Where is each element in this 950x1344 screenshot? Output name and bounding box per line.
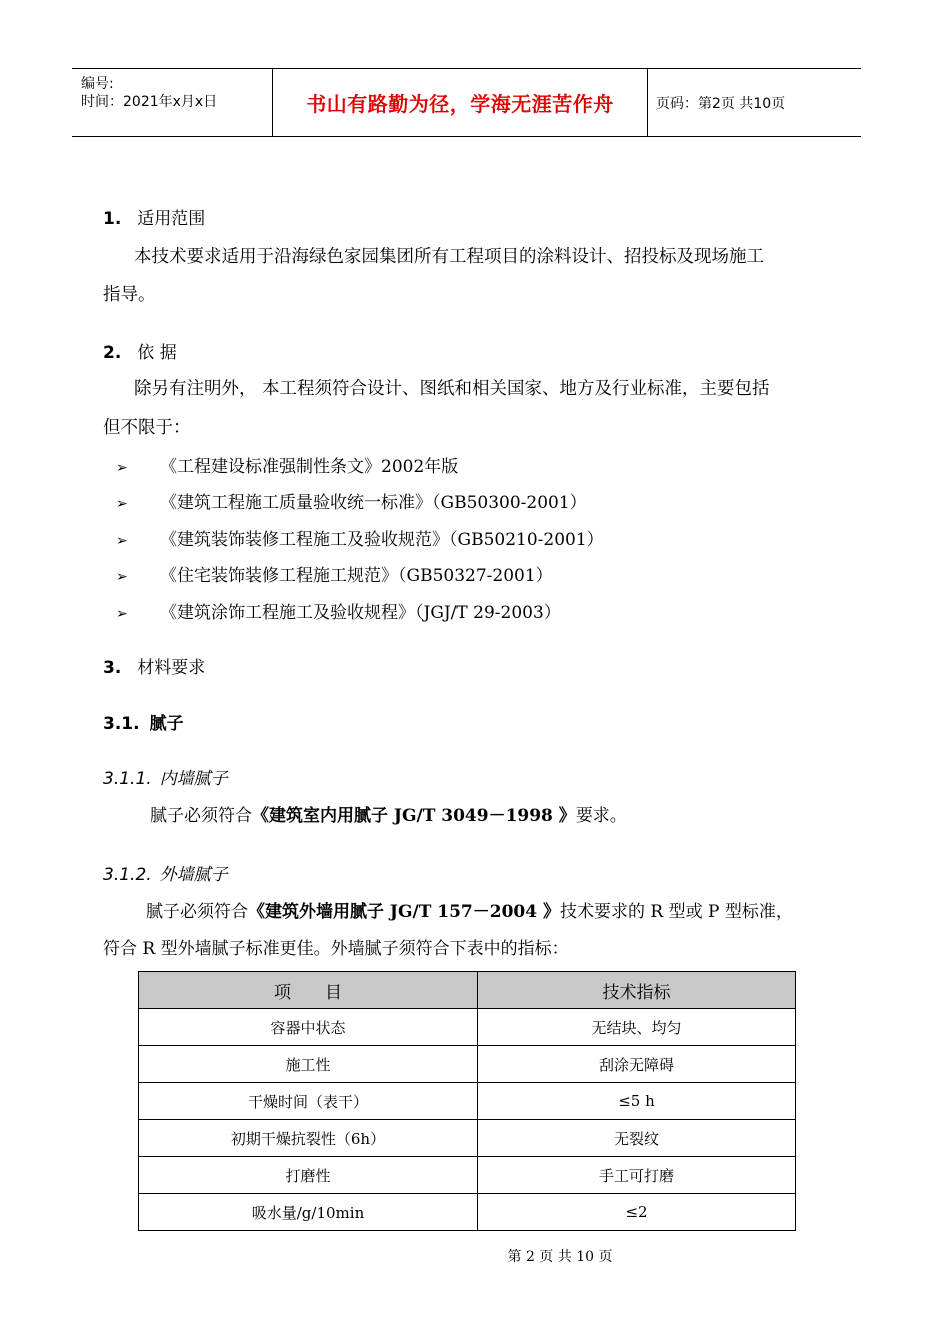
section-number: 3.1.2. (103, 865, 152, 885)
column-header-spec: 技术指标 (478, 972, 796, 1009)
table-cell: ≤5 h (478, 1083, 796, 1120)
document-date: 时间：2021年x月x日 (81, 94, 218, 110)
table-cell: 施工性 (139, 1046, 478, 1083)
column-header-item: 项 目 (139, 972, 478, 1009)
arrow-bullet-icon: ➢ (116, 569, 128, 585)
section-title: 适用范围 (137, 209, 206, 229)
list-item-text: 《工程建设标准强制性条文》2002年版 (160, 457, 459, 477)
table-cell: 打磨性 (139, 1157, 478, 1194)
table-cell: 容器中状态 (139, 1009, 478, 1046)
standard-reference: 《建筑外墙用腻子 JG/T 157－2004 》 (248, 902, 560, 922)
table-row (139, 1157, 796, 1194)
text-post: 要求。 (575, 806, 627, 826)
section-number: 1. (103, 209, 122, 229)
section-heading-3 (103, 653, 205, 678)
text-post: 技术要求的 R 型或 P 型标准， (559, 902, 793, 922)
table-cell: 无裂纹 (478, 1120, 796, 1157)
section-title: 外墙腻子 (159, 865, 228, 885)
table-row (139, 1120, 796, 1157)
arrow-bullet-icon: ➢ (116, 606, 128, 622)
section-number: 3.1. (103, 714, 140, 734)
table-cell: 干燥时间（表干） (139, 1083, 478, 1120)
table-row (139, 1046, 796, 1083)
page-footer (0, 1246, 950, 1266)
text-pre: 腻子必须符合 (150, 806, 252, 826)
document-number-label: 编号: (81, 76, 114, 92)
arrow-bullet-icon: ➢ (116, 496, 128, 512)
table-cell: 吸水量/g/10min (139, 1194, 478, 1231)
footer-page-number: 第 2 页 共 10 页 (507, 1249, 613, 1265)
list-item (116, 452, 458, 477)
list-item-text: 《建筑装饰装修工程施工及验收规范》（GB50210-2001） (160, 530, 604, 550)
page-header (72, 68, 861, 137)
header-meta (72, 69, 273, 136)
list-item-text: 《建筑涂饰工程施工及验收规程》（JGJ/T 29-2003） (160, 603, 561, 623)
header-motto: 书山有路勤为径，学海无涯苦作舟 (306, 92, 614, 116)
header-page-cell (648, 69, 861, 136)
table-cell: ≤2 (478, 1194, 796, 1231)
paragraph-basis-line1: 除另有注明外， 本工程须符合设计、图纸和相关国家、地方及行业标准，主要包括 (134, 379, 770, 399)
table-cell: 手工可打磨 (478, 1157, 796, 1194)
table-cell: 刮涂无障碍 (478, 1046, 796, 1083)
section-heading-3-1-1 (103, 764, 228, 789)
putty-spec-table (138, 971, 796, 1231)
paragraph-basis-line2: 但不限于： (103, 418, 191, 438)
list-item (116, 598, 561, 623)
section-title: 内墙腻子 (159, 769, 228, 789)
section-title: 依 据 (137, 343, 177, 363)
section-title: 材料要求 (137, 658, 206, 678)
list-item-text: 《建筑工程施工质量验收统一标准》（GB50300-2001） (160, 493, 587, 513)
section-number: 3. (103, 658, 122, 678)
list-item-text: 《住宅装饰装修工程施工规范》（GB50327-2001） (160, 566, 553, 586)
paragraph-interior-putty (150, 797, 627, 835)
header-page-info: 页码：第2页 共10页 (656, 95, 786, 112)
section-number: 2. (103, 343, 122, 363)
section-heading-3-1 (103, 709, 184, 734)
section-title: 腻子 (149, 714, 184, 734)
standard-reference: 《建筑室内用腻子 JG/T 3049－1998 》 (252, 806, 576, 826)
paragraph-scope-line1: 本技术要求适用于沿海绿色家园集团所有工程项目的涂料设计、招投标及现场施工 (134, 247, 764, 267)
paragraph-exterior-putty-line1 (146, 893, 793, 931)
section-heading-3-1-2 (103, 860, 228, 885)
text-pre: 腻子必须符合 (146, 902, 248, 922)
section-heading-2 (103, 338, 177, 363)
paragraph-scope-line2: 指导。 (103, 285, 156, 305)
list-item (116, 525, 604, 550)
table-row (139, 1009, 796, 1046)
table-header-row (139, 972, 796, 1009)
arrow-bullet-icon: ➢ (116, 533, 128, 549)
section-number: 3.1.1. (103, 769, 152, 789)
header-motto-cell (273, 69, 648, 136)
arrow-bullet-icon: ➢ (116, 460, 128, 476)
table-cell: 初期干燥抗裂性（6h） (139, 1120, 478, 1157)
list-item (116, 488, 587, 513)
list-item (116, 561, 553, 586)
paragraph-exterior-putty-line2: 符合 R 型外墙腻子标准更佳。外墙腻子须符合下表中的指标： (103, 939, 569, 959)
section-heading-1 (103, 204, 205, 229)
table-row (139, 1194, 796, 1231)
table-cell: 无结块、均匀 (478, 1009, 796, 1046)
table-row (139, 1083, 796, 1120)
